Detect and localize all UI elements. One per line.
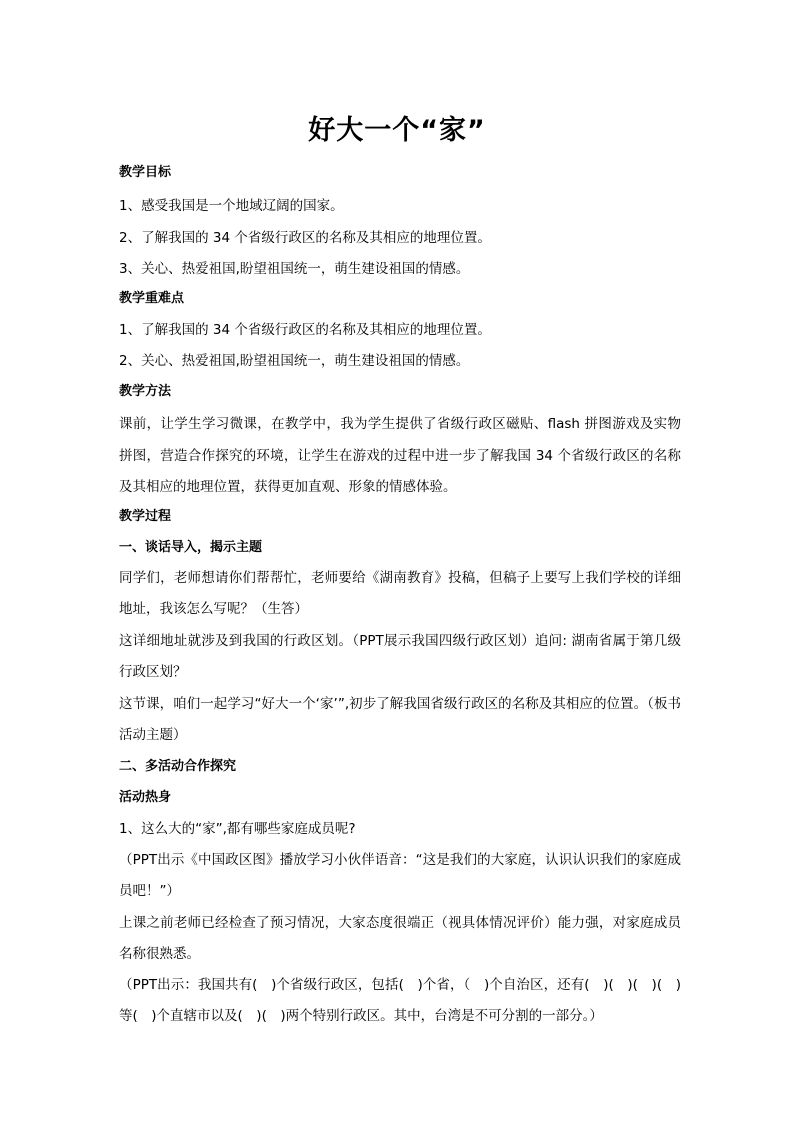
key-points-heading: 教学重难点 [119,291,185,306]
goal-item-1: 1、感受我国是一个地域辽阔的国家。 [119,198,344,214]
goal-item-2: 2、了解我国的 34 个省级行政区的名称及其相应的地理位置。 [119,230,491,246]
key-point-item-2: 2、关心、热爱祖国,盼望祖国统一，萌生建设祖国的情感。 [119,353,470,369]
methods-heading: 教学方法 [119,384,172,399]
part1-paragraph-2: 这详细地址就涉及到我国的行政区划。（PPT展示我国四级行政区划）追问: 湖南省属于第几级行政区划？ [119,633,681,681]
question-1: 1、这么大的“家”,都有哪些家庭成员呢? [119,821,356,837]
part2-heading: 二、多活动合作探究 [119,759,237,774]
part1-heading: 一、谈话导入，揭示主题 [119,540,263,555]
part2-paragraph-1: （PPT出示《中国政区图》播放学习小伙伴语音：“这是我们的大家庭，认识认识我们的家庭成员吧！”） [119,852,681,900]
process-heading: 教学过程 [119,509,172,524]
key-point-item-1: 1、了解我国的 34 个省级行政区的名称及其相应的地理位置。 [119,322,491,338]
part1-paragraph-1: 同学们，老师想请你们帮帮忙，老师要给《湖南教育》投稿，但稿子上要写上我们学校的详细地址，我该怎么写呢？（生答） [119,570,681,618]
methods-paragraph: 课前，让学生学习微课，在教学中，我为学生提供了省级行政区磁贴、flash 拼图游戏及实物拼图，营造合作探究的环境，让学生在游戏的过程中进一步了解我国 34 个省级行政区的名称及其相应的地理位置，获得更加直观、形象的情感体验。 [119,416,681,495]
part2-paragraph-3: （PPT出示：我国共有( )个省级行政区，包括( )个省，（ )个自治区，还有( )( )( )( )等( )个直辖市以及( )( )两个特别行政区。其中，台湾是不可分割的一部分。） [119,977,681,1025]
warmup-heading: 活动热身 [119,790,172,805]
part1-paragraph-3: 这节课，咱们一起学习“好大一个‘家’”,初步了解我国省级行政区的名称及其相应的位置。（板书活动主题） [119,696,681,744]
part2-paragraph-2: 上课之前老师已经检查了预习情况，大家态度很端正（视具体情况评价）能力强，对家庭成员名称很熟悉。 [119,915,681,963]
goals-heading: 教学目标 [119,165,172,180]
goal-item-3: 3、关心、热爱祖国,盼望祖国统一，萌生建设祖国的情感。 [119,261,470,277]
document-title: 好大一个“家” [308,115,486,146]
